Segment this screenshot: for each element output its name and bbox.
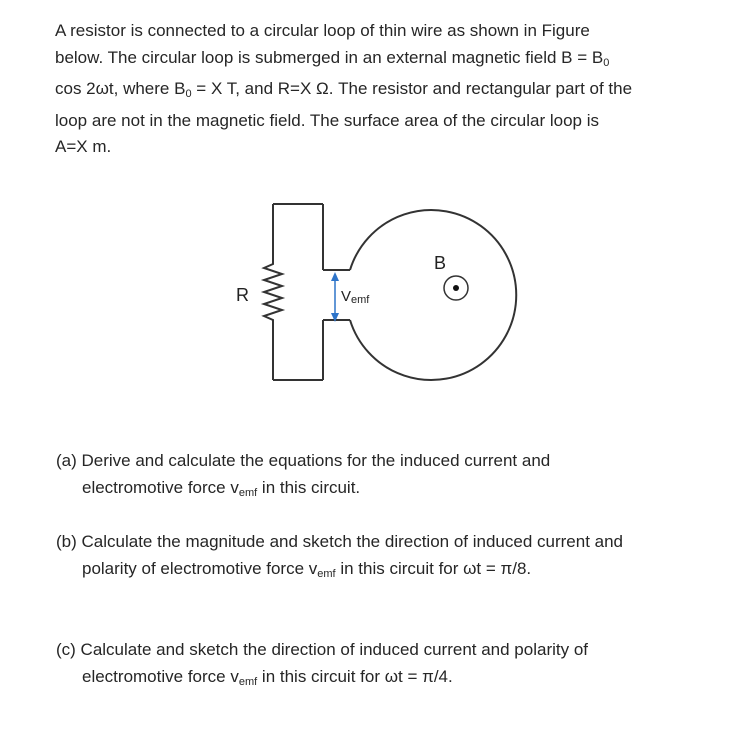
vemf-arrow (331, 272, 339, 322)
circuit-wire (264, 204, 516, 380)
intro-line-2: below. The circular loop is submerged in an external magnetic field $B = B_0$ (55, 47, 610, 69)
field-symbol (444, 276, 468, 300)
question-b: (b) Calculate the magnitude and sketch the direction of induced current and polarity of electromotive force $v_{emf}$ in this circuit for ωt = π/8. (56, 532, 624, 580)
question-c: (c) Calculate and sketch the direction of induced current and polarity of electromotive force $v_{emf}$ in this circuit for ωt = π/4. (56, 640, 589, 688)
intro-line-3: cos 2ωt, where $B_0 = X$ T, and R=X Ω. The resistor and rectangular part of the (55, 79, 633, 100)
field-label: B (434, 253, 447, 273)
circular-loop (350, 210, 516, 380)
vemf-label: Vemf (341, 288, 370, 306)
question-a: (a) Derive and calculate the equations for the induced current and electromotive force $v_{emf}$ in this circuit. (56, 451, 551, 499)
field-dot (453, 285, 459, 291)
intro-line-4: loop are not in the magnetic field. The surface area of the circular loop is (55, 110, 599, 130)
resistor (264, 204, 282, 380)
intro-line-5: A=X m. (55, 137, 112, 156)
problem-statement (55, 18, 705, 161)
intro-line-1: A resistor is connected to a circular loop of thin wire as shown in Figure (55, 21, 590, 40)
resistor-label: R (236, 285, 249, 305)
